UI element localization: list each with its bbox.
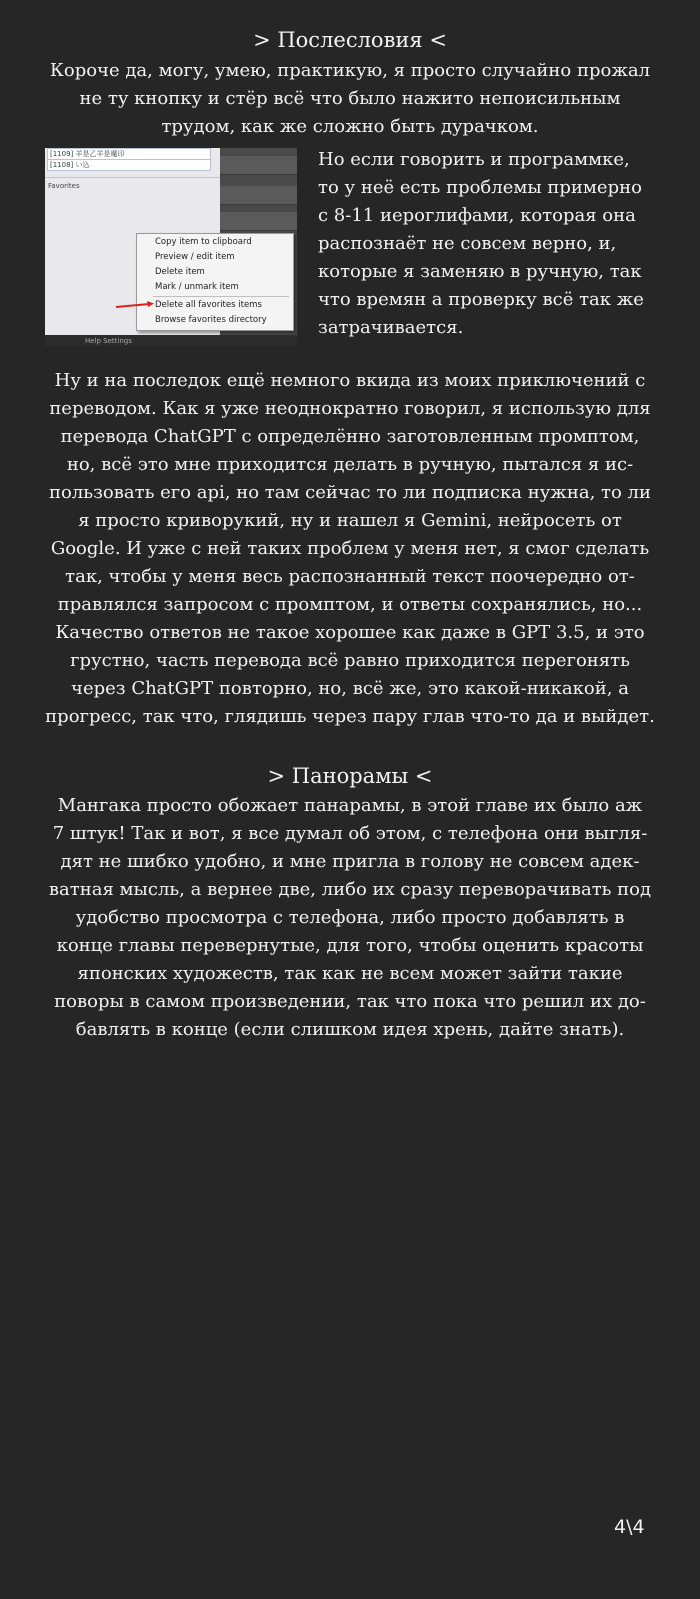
pane-bar xyxy=(220,156,297,175)
side-line: которые я заменяю в ручную, так xyxy=(318,261,642,282)
body-line: я просто криворукий, ну и нашел я Gemini, нейросеть от xyxy=(78,510,622,531)
panoramas-line: Мангака просто обожает панарамы, в этой главе их было аж xyxy=(57,795,643,816)
body-line: правлялся запросом с промптом, и ответы сохранялись, но... xyxy=(57,594,643,615)
divider xyxy=(45,177,220,178)
pane-bar xyxy=(220,186,297,205)
body-line: пользовать его api, но там сейчас то ли подписка нужна, то ли xyxy=(49,482,651,503)
panoramas-heading: > Панорамы < xyxy=(267,764,433,788)
side-line: что времян а проверку всё так же xyxy=(318,289,644,310)
side-line: Но если говорить и программке, xyxy=(318,149,630,170)
menu-item-delete-all: Delete all favorites items xyxy=(155,300,262,310)
favorites-label: Favorites xyxy=(48,182,80,190)
side-line: с 8-11 иероглифами, которая она xyxy=(318,205,636,226)
page-number: 4\4 xyxy=(614,1516,645,1538)
menu-item-browse: Browse favorites directory xyxy=(155,315,267,325)
panoramas-line: конце главы перевернутые, для того, чтобы оценить красоты xyxy=(56,935,644,956)
menu-item-copy: Copy item to clipboard xyxy=(155,237,252,247)
panoramas-line: дят не шибко удобно, и мне пригла в голову не совсем адек- xyxy=(60,851,640,872)
side-line: то у неё есть проблемы примерно xyxy=(318,177,642,198)
intro-line: не ту кнопку и стёр всё что было нажито непоисильным xyxy=(79,88,621,109)
side-line: затрачивается. xyxy=(318,317,464,338)
body-line: но, всё это мне приходится делать в ручную, пытался я ис- xyxy=(66,454,634,475)
menu-item-preview: Preview / edit item xyxy=(155,252,235,262)
panoramas-line: 7 штук! Так и вот, я все думал об этом, с телефона они выгля- xyxy=(52,823,648,844)
program-screenshot xyxy=(45,148,297,346)
menu-item-mark: Mark / unmark item xyxy=(155,282,239,292)
afterword-side-text xyxy=(318,146,658,342)
intro-line: Короче да, могу, умею, практикую, я просто случайно прожал xyxy=(49,60,651,81)
screenshot-row: [1109] 羊是乙羊是魔印 xyxy=(47,148,211,160)
red-arrow-icon xyxy=(115,301,155,311)
menu-separator xyxy=(153,296,289,297)
afterword-heading: > Послесловия < xyxy=(253,28,447,52)
panoramas-line: ватная мысль, а вернее две, либо их сразу переворачивать под xyxy=(48,879,652,900)
panoramas-body xyxy=(44,792,656,1044)
afterword-body xyxy=(44,367,656,731)
body-line: так, чтобы у меня весь распознанный текст поочередно от- xyxy=(65,566,635,587)
panoramas-line: японских художеств, так как не всем может зайти такие xyxy=(77,963,623,984)
panoramas-line: удобство просмотра с телефона, либо просто добавлять в xyxy=(75,907,625,928)
panoramas-line: бавлять в конце (если слишком идея хрень, дайте знать). xyxy=(75,1019,625,1040)
body-line: прогресс, так что, глядишь через пару глав что-то да и выйдет. xyxy=(45,706,655,727)
body-line: перевода ChatGPT с определённо заготовленным промптом, xyxy=(60,426,640,447)
menu-item-delete: Delete item xyxy=(155,267,205,277)
panoramas-line: поворы в самом произведении, так что пока что решил их до- xyxy=(54,991,646,1012)
body-line: Google. И уже с ней таких проблем у меня нет, я смог сделать xyxy=(50,538,650,559)
body-line: Ну и на последок ещё немного вкида из моих приключений с xyxy=(54,370,646,391)
screenshot-bottom-bar: Help Settings xyxy=(45,335,297,346)
body-line: грустно, часть перевода всё равно приходится перегонять xyxy=(70,650,630,671)
afterword-intro xyxy=(44,57,656,141)
body-line: переводом. Как я уже неоднократно говорил, я использую для xyxy=(49,398,651,419)
pane-bar xyxy=(220,212,297,231)
side-line: распознаёт не совсем верно, и, xyxy=(318,233,617,254)
screenshot-row: [1108] い込 xyxy=(47,159,211,171)
intro-line: трудом, как же сложно быть дурачком. xyxy=(161,116,539,137)
context-menu xyxy=(136,233,294,331)
body-line: через ChatGPT повторно, но, всё же, это какой-никакой, а xyxy=(71,678,629,699)
body-line: Качество ответов не такое хорошее как даже в GPT 3.5, и это xyxy=(55,622,645,643)
